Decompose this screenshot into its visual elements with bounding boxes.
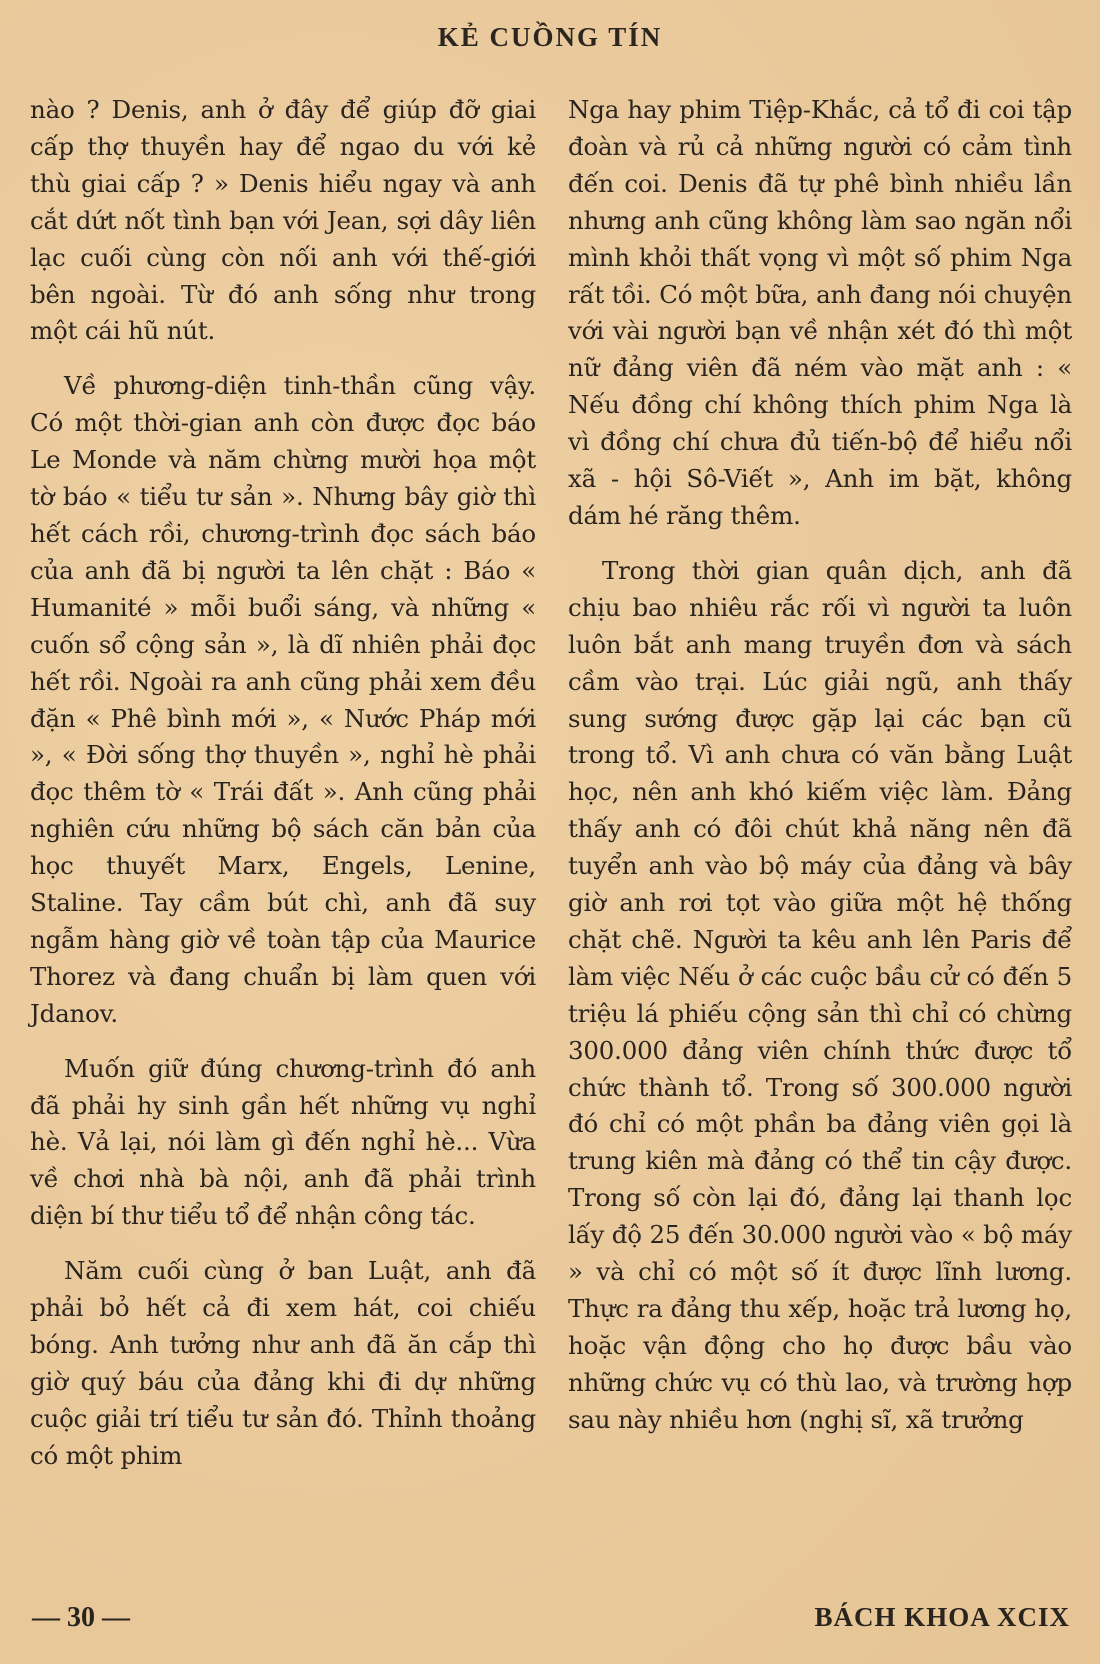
right-column [568, 92, 1072, 1457]
paragraph: Trong thời gian quân dịch, anh đã chịu bao nhiêu rắc rối vì người ta luôn luôn bắt anh mang truyền đơn và sách cầm vào trại. Lúc giải ngũ, anh thấy sung sướng được gặp lại các bạn cũ trong tổ. Vì anh chưa có văn bằng Luật học, nên anh khó kiếm việc làm. Đảng thấy anh có đôi chút khả năng nên đã tuyển anh vào bộ máy của đảng và bây giờ anh rơi tọt vào giữa một hệ thống chặt chẽ. Người ta kêu anh lên Paris để làm việc Nếu ở các cuộc bầu cử có đến 5 triệu lá phiếu cộng sản thì chỉ có chừng 300.000 đảng viên chính thức được tổ chức thành tổ. Trong số 300.000 người đó chỉ có một phần ba đảng viên gọi là trung kiên mà đảng có thể tin cậy được. Trong số còn lại đó, đảng lại thanh lọc lấy độ 25 đến 30.000 người vào « bộ máy » và chỉ có một số ít được lĩnh lương. Thực ra đảng thu xếp, hoặc trả lương họ, hoặc vận động cho họ được bầu vào những chức vụ có thù lao, và trường hợp sau này nhiều hơn (nghị sĩ, xã trưởng [568, 555, 1072, 1434]
paragraph: Muốn giữ đúng chương-trình đó anh đã phải hy sinh gần hết những vụ nghỉ hè. Vả lại, nói làm gì đến nghỉ hè... Vừa về chơi nhà bà nội, anh đã phải trình diện bí thư tiểu tổ để nhận công tác. [30, 1053, 536, 1231]
journal-name: BÁCH KHOA XCIX [814, 1602, 1070, 1632]
page-footer [30, 1602, 1070, 1642]
left-column [30, 92, 536, 1493]
page-number: — 30 — [32, 1602, 130, 1633]
paragraph: Năm cuối cùng ở ban Luật, anh đã phải bỏ hết cả đi xem hát, coi chiếu bóng. Anh tưởng như anh đã ăn cắp thì giờ quý báu của đảng khi đi dự những cuộc giải trí tiểu tư sản đó. Thỉnh thoảng có một phim [30, 1256, 536, 1470]
running-title: KẺ CUỒNG TÍN [437, 22, 663, 52]
paragraph: Về phương-diện tinh-thần cũng vậy. Có một thời-gian anh còn được đọc báo Le Monde và năm chừng mười họa một tờ báo « tiểu tư sản ». Nhưng bây giờ thì hết cách rồi, chương-trình đọc sách báo của anh đã bị người ta lên chặt : Báo « Humanité » mỗi buổi sáng, và những « cuốn sổ cộng sản », là dĩ nhiên phải đọc hết rồi. Ngoài ra anh cũng phải xem đều đặn « Phê bình mới », « Nước Pháp mới », « Đời sống thợ thuyền », nghỉ hè phải đọc thêm tờ « Trái đất ». Anh cũng phải nghiên cứu những bộ sách căn bản của học thuyết Marx, Engels, Lenine, Staline. Tay cầm bút chì, anh đã suy ngẫm hàng giờ về toàn tập của Maurice Thorez và đang chuẩn bị làm quen với Jdanov. [30, 371, 536, 1028]
paragraph: Nga hay phim Tiệp-Khắc, cả tổ đi coi tập đoàn và rủ cả những người có cảm tình đến coi. Denis đã tự phê bình nhiều lần nhưng anh cũng không làm sao ngăn nổi mình khỏi thất vọng vì một số phim Nga rất tồi. Có một bữa, anh đang nói chuyện với vài người bạn về nhận xét đó thì một nữ đảng viên đã ném vào mặt anh : « Nếu đồng chí không thích phim Nga là vì đồng chí chưa đủ tiến-bộ để hiểu nổi xã - hội Sô-Viết », Anh im bặt, không dám hé răng thêm. [568, 95, 1072, 530]
paragraph: nào ? Denis, anh ở đây để giúp đỡ giai cấp thợ thuyền hay để ngao du với kẻ thù giai cấp ? » Denis hiểu ngay và anh cắt dứt nốt tình bạn với Jean, sợi dây liên lạc cuối cùng còn nối anh với thế-giới bên ngoài. Từ đó anh sống như trong một cái hũ nút. [30, 95, 536, 346]
